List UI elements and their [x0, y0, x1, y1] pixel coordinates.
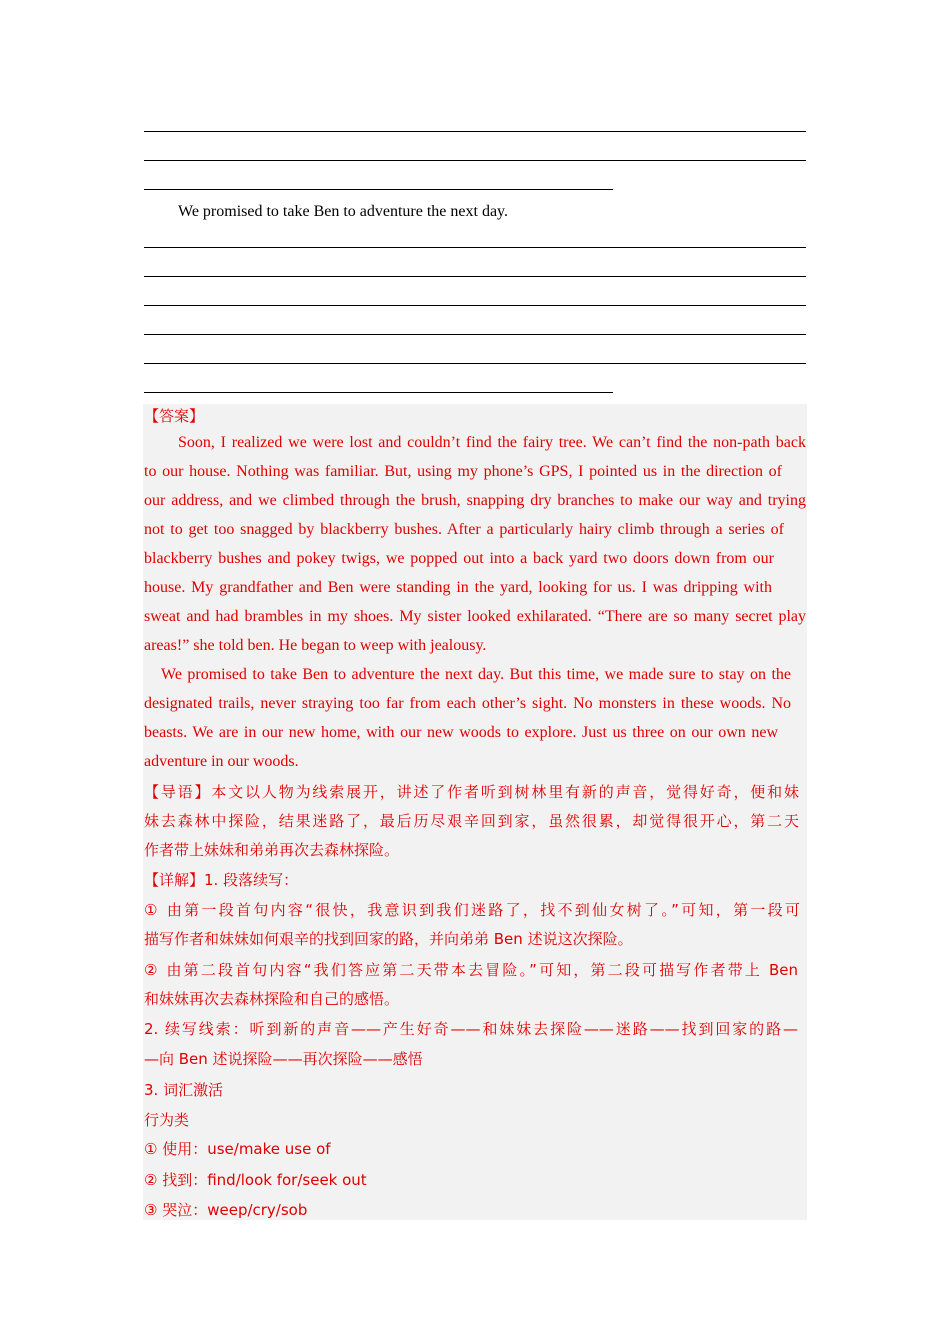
- answer-text-line: areas!” she told ben. He began to weep with jealousy.: [144, 637, 487, 654]
- answer-blank-line: [144, 189, 613, 190]
- detail-text-line: 和妹妹再次去森林探险和自己的感悟。: [144, 990, 400, 1008]
- answer-blank-line: [144, 131, 806, 132]
- answer-text-line: house. My grandfather and Ben were standing in the yard, looking for us. I was dripping with: [144, 579, 772, 596]
- detail-text-line: 3. 词汇激活: [144, 1081, 224, 1099]
- answer-blank-line: [144, 305, 806, 306]
- detail-text-line: 2. 续写线索：听到新的声音——产生好奇——和妹妹去探险——迷路——找到回家的路—: [144, 1020, 798, 1038]
- answer-blank-line: [144, 334, 806, 335]
- answer-blank-line: [144, 160, 806, 161]
- answer-header: 【答案】: [144, 407, 205, 425]
- detail-text-line: 行为类: [144, 1111, 190, 1129]
- detail-text-line: ① 由第一段首句内容“很快，我意识到我们迷路了，找不到仙女树了。”可知，第一段可: [144, 901, 800, 919]
- answer-text-line: We promised to take Ben to adventure the next day. But this time, we made sure to stay on the: [161, 666, 791, 683]
- answer-blank-line: [144, 276, 806, 277]
- answer-text-line: sweat and had brambles in my shoes. My sister looked exhilarated. “There are so many secret play: [144, 608, 806, 625]
- guide-text-line: 妹去森林中探险，结果迷路了，最后历尽艰辛回到家，虽然很累，却觉得很开心，第二天: [144, 812, 799, 830]
- paragraph-prompt: We promised to take Ben to adventure the next day.: [178, 203, 509, 220]
- answer-text-line: our address, and we climbed through the brush, snapping dry branches to make our way and trying: [144, 492, 806, 509]
- answer-blank-line: [144, 363, 806, 364]
- answer-text-line: blackberry bushes and pokey twigs, we popped out into a back yard two doors down from our: [144, 550, 774, 567]
- answer-section: [143, 404, 807, 1220]
- answer-text-line: to our house. Nothing was familiar. But, using my phone’s GPS, I pointed us in the direction of: [144, 463, 782, 480]
- answer-text-line: Soon, I realized we were lost and couldn’t find the fairy tree. We can’t find the non-path back: [178, 434, 806, 451]
- detail-text-line: ② 找到：find/look for/seek out: [144, 1171, 367, 1189]
- answer-text-line: beasts. We are in our new home, with our new woods to explore. Just us three on our own new: [144, 724, 778, 741]
- answer-blank-line: [144, 392, 613, 393]
- detail-text-line: —向 Ben 述说探险——再次探险——感悟: [144, 1050, 423, 1068]
- guide-text-line: 作者带上妹妹和弟弟再次去森林探险。: [144, 841, 400, 859]
- answer-text-line: designated trails, never straying too far from each other’s sight. No monsters in these woods. No: [144, 695, 791, 712]
- guide-text-line: 【导语】本文以人物为线索展开，讲述了作者听到树林里有新的声音，觉得好奇，便和妹: [144, 783, 799, 801]
- answer-blank-line: [144, 247, 806, 248]
- detail-text-line: ① 使用：use/make use of: [144, 1140, 331, 1158]
- detail-text-line: 描写作者和妹妹如何艰辛的找到回家的路，并向弟弟 Ben 述说这次探险。: [144, 930, 633, 948]
- detail-text-line: ② 由第二段首句内容“我们答应第二天带本去冒险。”可知，第二段可描写作者带上 Ben: [144, 961, 798, 979]
- answer-text-line: not to get too snagged by blackberry bushes. After a particularly hairy climb through a series of: [144, 521, 784, 538]
- answer-text-line: adventure in our woods.: [144, 753, 299, 770]
- detail-text-line: ③ 哭泣：weep/cry/sob: [144, 1201, 308, 1219]
- detail-heading: 【详解】1. 段落续写：: [144, 871, 299, 889]
